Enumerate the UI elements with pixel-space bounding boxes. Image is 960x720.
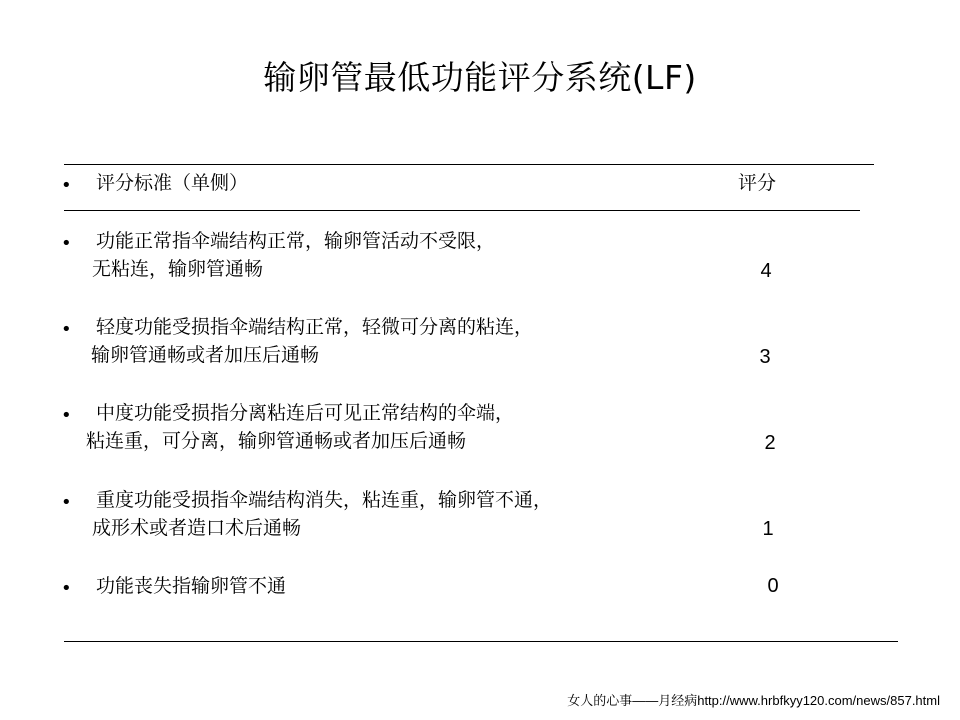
criteria-header: 评分标准（单侧）	[96, 172, 249, 194]
bullet-row-1: •	[61, 233, 72, 254]
table-bottom-rule	[64, 641, 898, 642]
footer-source: 女人的心事——月经病http://www.hrbfkyy120.com/news/857.html	[567, 693, 940, 708]
row-2-line-2: 输卵管通畅或者加压后通畅	[91, 344, 320, 366]
bullet-header: •	[61, 175, 72, 196]
row-2-score: 3	[759, 346, 771, 368]
row-3-line-1: 中度功能受损指分离粘连后可见正常结构的伞端，	[96, 402, 515, 424]
bullet-row-5: •	[61, 578, 72, 599]
row-4-line-1: 重度功能受损指伞端结构消失，粘连重，输卵管不通，	[96, 489, 553, 511]
bullet-row-4: •	[61, 492, 72, 513]
bullet-row-2: •	[61, 319, 72, 340]
row-1-line-1: 功能正常指伞端结构正常，输卵管活动不受限，	[96, 230, 496, 252]
row-4-line-2: 成形术或者造口术后通畅	[92, 517, 302, 539]
row-3-line-2: 粘连重，可分离，输卵管通畅或者加压后通畅	[86, 430, 467, 452]
row-5-score: 0	[767, 575, 779, 597]
row-3-score: 2	[764, 432, 776, 454]
row-1-line-2: 无粘连，输卵管通畅	[92, 258, 264, 280]
slide-title: 输卵管最低功能评分系统(LF)	[263, 58, 697, 97]
bullet-row-3: •	[61, 405, 72, 426]
row-5-line-1: 功能丧失指输卵管不通	[96, 575, 287, 597]
table-top-rule	[64, 164, 874, 165]
table-header-rule	[64, 210, 860, 211]
score-header: 评分	[738, 172, 777, 194]
row-2-line-1: 轻度功能受损指伞端结构正常，轻微可分离的粘连，	[96, 316, 534, 338]
row-1-score: 4	[760, 260, 772, 282]
row-4-score: 1	[762, 518, 774, 540]
